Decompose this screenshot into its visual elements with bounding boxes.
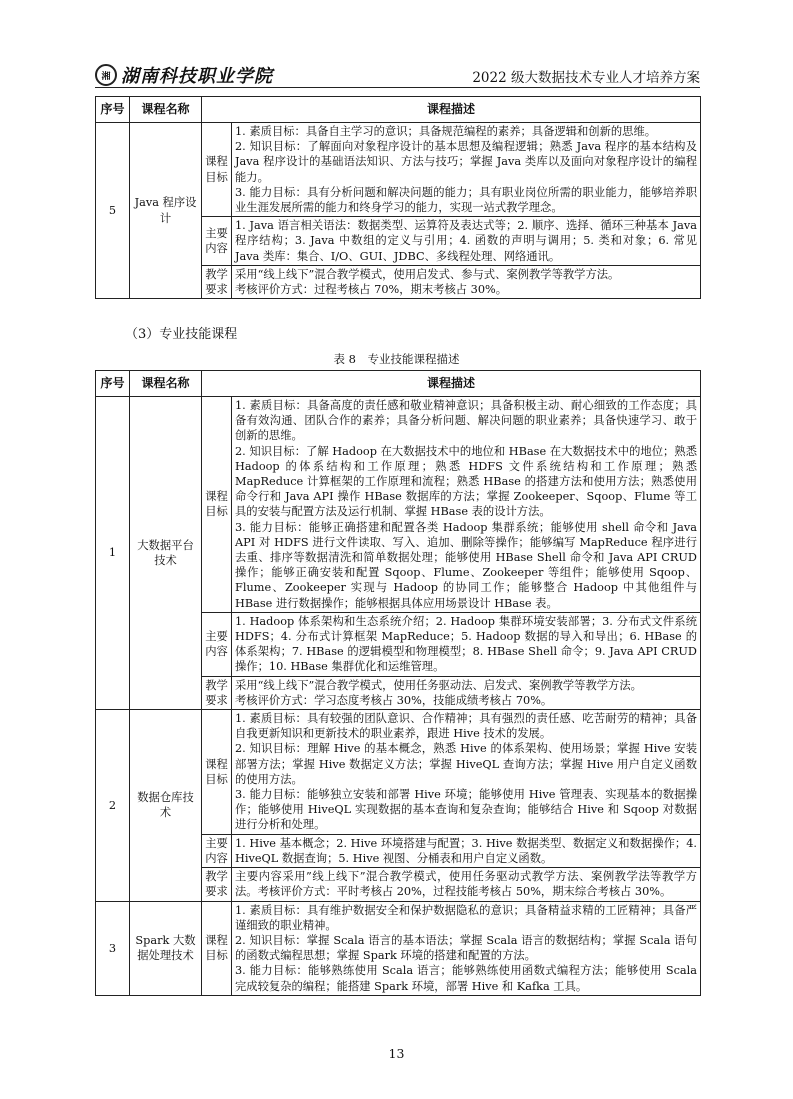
header-desc: 课程描述 [202, 97, 701, 123]
content-desc: 1. Java 语言相关语法：数据类型、运算符及表达式等；2. 顺序、选择、循环三种基本 Java 程序结构；3. Java 中数组的定义与引用；4. 函数的声明与调用；5. 类和对象；6. 常见 Java 类库：集合、I/O、GUI、JDBC、多线程处理、网络通讯。 [232, 217, 701, 266]
req-line: 考核评价方式：学习态度考核占 30%，技能成绩考核占 70%。 [235, 693, 553, 707]
req-line: 采用“线上线下”混合教学模式，使用任务驱动法、启发式、案例教学等教学方法。 [235, 678, 642, 692]
course-name: 大数据平台技术 [130, 397, 202, 710]
course-name: Java 程序设计 [130, 123, 202, 299]
school-name: 湖南科技职业学院 [121, 66, 273, 87]
content-label: 主要内容 [202, 217, 232, 266]
goal-line: 3. 能力目标：能够独立安装和部署 Hive 环境；能够使用 Hive 管理表、实现基本的数据操作；能够使用 HiveQL 实现数据的基本查询和复杂查询；能够结合 Hive 和 Sqoop 对数据进行分析和处理。 [235, 788, 697, 832]
goal-line: 2. 知识目标：理解 Hive 的基本概念，熟悉 Hive 的体系架构、使用场景；掌握 Hive 安装部署方法；掌握 Hive 数据定义方法；掌握 HiveQL 查询方法；掌握 Hive 用户自定义函数的使用方法。 [235, 742, 697, 786]
goal-line: 2. 知识目标：掌握 Scala 语言的基本语法；掌握 Scala 语言的数据结构；掌握 Scala 语句的函数式编程思想；掌握 Spark 环境的搭建和配置的方法。 [235, 933, 697, 963]
document-title: 2022 级大数据技术专业人才培养方案 [472, 70, 700, 86]
table-header-row [96, 97, 701, 123]
table-row [96, 710, 701, 835]
section-title: （3）专业技能课程 [125, 327, 238, 342]
req-line: 考核评价方式：过程考核占 70%，期末考核占 30%。 [235, 283, 508, 297]
header-no: 序号 [96, 371, 130, 397]
goal-line: 2. 知识目标：了解面向对象程序设计的基本思想及编程逻辑；熟悉 Java 程序的基本结构及 Java 程序设计的基础语法知识、方法与技巧；掌握 Java 类库以及面向对象程序设计的编程能力。 [235, 140, 697, 184]
goal-line: 1. 素质目标：具有维护数据安全和保护数据隐私的意识；具备精益求精的工匠精神；具备严谨细致的职业精神。 [235, 903, 697, 932]
table-row [96, 123, 701, 217]
header-name: 课程名称 [130, 371, 202, 397]
goal-line: 3. 能力目标：具有分析问题和解决问题的能力；具有职业岗位所需的职业能力，能够培养职业生涯发展所需的能力和终身学习的能力，实现一站式教学理念。 [235, 185, 697, 215]
req-line: 采用“线上线下”混合教学模式，使用启发式、参与式、案例教学等教学方法。 [235, 267, 620, 281]
req-desc [232, 676, 701, 709]
goal-line: 1. 素质目标：具备自主学习的意识；具备规范编程的素养；具备逻辑和创新的思维。 [235, 125, 657, 138]
course-table-continued [95, 96, 701, 299]
goal-desc [232, 397, 701, 613]
course-name: Spark 大数据处理技术 [130, 901, 202, 995]
content-label: 主要内容 [202, 834, 232, 867]
table-row [96, 397, 701, 613]
skills-course-table [95, 370, 701, 996]
req-desc [232, 265, 701, 298]
goal-line: 1. 素质目标：具有较强的团队意识、合作精神；具有强烈的责任感、吃苦耐劳的精神；具备自我更新知识和更新技术的职业素养，跟进 Hive 技术的发展。 [235, 712, 697, 741]
req-label: 教学要求 [202, 265, 232, 298]
content-label: 主要内容 [202, 612, 232, 676]
goal-desc [232, 901, 701, 995]
school-logo [95, 62, 273, 88]
content-desc: 1. Hive 基本概念；2. Hive 环境搭建与配置；3. Hive 数据类型、数据定义和数据操作；4. HiveQL 数据查询；5. Hive 视图、分桶表和用户自定义函数。 [232, 834, 701, 867]
goal-label: 课程目标 [202, 710, 232, 835]
goal-label: 课程目标 [202, 123, 232, 217]
course-no: 3 [96, 901, 130, 995]
course-no: 5 [96, 123, 130, 299]
table-caption: 表 8 专业技能课程描述 [333, 352, 460, 366]
req-desc: 主要内容采用”线上线下”混合教学模式，使用任务驱动式教学方法、案例教学法等教学方法。考核评价方式：平时考核占 20%，过程技能考核占 50%，期末综合考核占 30%。 [232, 868, 701, 901]
header-desc: 课程描述 [202, 371, 701, 397]
header-no: 序号 [96, 97, 130, 123]
goal-line: 3. 能力目标：能够正确搭建和配置各类 Hadoop 集群系统；能够使用 shell 命令和 Java API 对 HDFS 进行文件读取、写入、追加、删除等操作；能够编写 MapReduce 程序进行去重、排序等数据清洗和简单数据处理；能够使用 HBase Shell 命令和 Java API CRUD 操作；能够正确安装和配置 Sqoop、Flume、Zookeeper 等组件；能够使用 Sqoop、Flume、Zookeeper 实现与 Hadoop 的协同工作；能够整合 Hadoop 中其他组件与 HBase 进行数据操作；能够根据具体应用场景设计 HBase 表。 [235, 520, 697, 610]
table-header-row [96, 371, 701, 397]
goal-desc [232, 123, 701, 217]
header-name: 课程名称 [130, 97, 202, 123]
goal-line: 3. 能力目标：能够熟练使用 Scala 语言；能够熟练使用函数式编程方法；能够使用 Scala 完成较复杂的编程；能搭建 Spark 环境，部署 Hive 和 Kafka 工具。 [235, 964, 697, 993]
course-no: 1 [96, 397, 130, 710]
req-label: 教学要求 [202, 868, 232, 901]
course-no: 2 [96, 710, 130, 901]
goal-desc [232, 710, 701, 835]
content-desc: 1. Hadoop 体系架构和生态系统介绍；2. Hadoop 集群环境安装部署；3. 分布式文件系统 HDFS；4. 分布式计算框架 MapReduce；5. Hadoop 数据的导入和导出；6. HBase 的体系架构；7. HBase 的逻辑模型和物理模型；8. HBase Shell 命令；9. Java API CRUD 操作；10. HBase 集群优化和运维管理。 [232, 612, 701, 676]
school-seal-icon: 湘 [95, 64, 117, 86]
goal-label: 课程目标 [202, 901, 232, 995]
course-name: 数据仓库技术 [130, 710, 202, 901]
goal-label: 课程目标 [202, 397, 232, 613]
goal-line: 2. 知识目标：了解 Hadoop 在大数据技术中的地位和 HBase 在大数据技术中的地位；熟悉 Hadoop 的体系结构和工作原理；熟悉 HDFS 文件系统结构和工作原理；熟悉 MapReduce 计算框架的工作原理和流程；熟悉 HBase 的搭建方法和使用方法；熟悉使用命令行和 Java API 操作 HBase 数据库的方法；掌握 Zookeeper、Sqoop、Flume 等工具的安装与配置方法及运行机制、掌握 HBase 表的设计方法。 [235, 444, 697, 519]
header-rule [95, 87, 700, 88]
table-row [96, 901, 701, 995]
goal-line: 1. 素质目标：具备高度的责任感和敬业精神意识；具备积极主动、耐心细致的工作态度；具备有效沟通、团队合作的素养；具备分析问题、解决问题的职业素养；具备快速学习、敢于创新的思维。 [235, 399, 697, 443]
req-label: 教学要求 [202, 676, 232, 709]
page-number: 13 [388, 1046, 405, 1061]
